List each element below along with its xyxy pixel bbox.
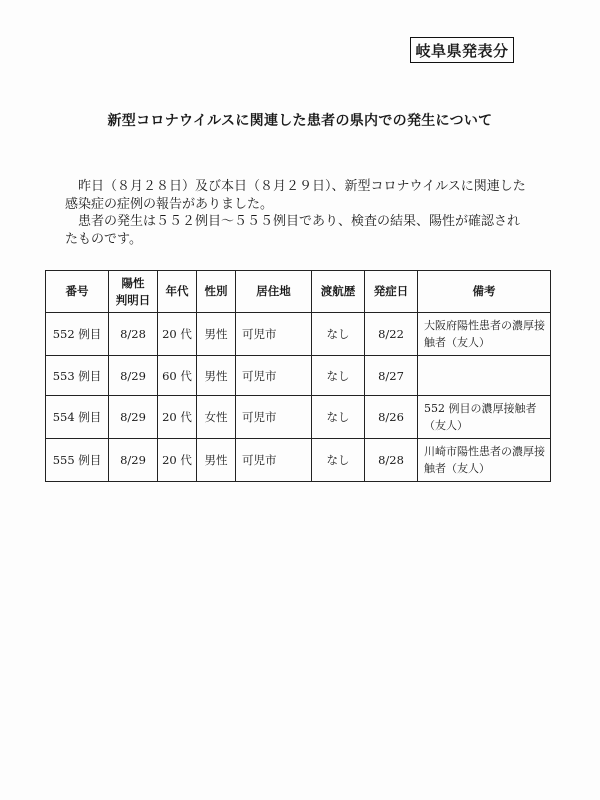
header-residence: 居住地	[236, 271, 312, 313]
header-positive-date	[109, 271, 158, 313]
cell-sex: 男性	[197, 313, 236, 356]
cell-age: 20 代	[158, 396, 197, 439]
table-row	[46, 439, 551, 482]
body-paragraph: 昨日（８月２８日）及び本日（８月２９日）、新型コロナウイルスに関連した感染症の症例の報告がありました。	[65, 179, 526, 212]
cell-sex: 男性	[197, 439, 236, 482]
cell-sex: 男性	[197, 356, 236, 396]
cell-age: 20 代	[158, 439, 197, 482]
table-row	[46, 356, 551, 396]
header-sex: 性別	[197, 271, 236, 313]
cell-positive-date: 8/29	[109, 439, 158, 482]
document-title: 新型コロナウイルスに関連した患者の県内での発生について	[107, 113, 493, 129]
cell-notes: 大阪府陽性患者の濃厚接触者（友人）	[418, 313, 551, 356]
cell-age: 20 代	[158, 313, 197, 356]
header-notes: 備考	[418, 271, 551, 313]
cases-table	[45, 270, 551, 482]
cell-age: 60 代	[158, 356, 197, 396]
cell-residence: 可児市	[236, 396, 312, 439]
header-positive-date-line2: 判明日	[115, 292, 151, 307]
cell-travel: なし	[312, 439, 365, 482]
cell-number: 555 例目	[46, 439, 109, 482]
cell-notes	[418, 356, 551, 396]
cell-positive-date: 8/29	[109, 396, 158, 439]
cell-number: 552 例目	[46, 313, 109, 356]
header-travel: 渡航歴	[312, 271, 365, 313]
cell-onset: 8/22	[365, 313, 418, 356]
cell-residence: 可児市	[236, 356, 312, 396]
cell-notes: 552 例目の濃厚接触者（友人）	[418, 396, 551, 439]
cell-onset: 8/27	[365, 356, 418, 396]
table-row	[46, 396, 551, 439]
prefecture-label: 岐阜県発表分	[410, 37, 514, 63]
body-paragraph: 患者の発生は５５２例目～５５５例目であり、検査の結果、陽性が確認されたものです。	[65, 214, 521, 247]
cell-residence: 可児市	[236, 439, 312, 482]
header-onset: 発症日	[365, 271, 418, 313]
header-positive-date-line1: 陽性	[121, 275, 145, 290]
cell-positive-date: 8/29	[109, 356, 158, 396]
document-body	[65, 178, 530, 248]
cell-travel: なし	[312, 396, 365, 439]
cell-sex: 女性	[197, 396, 236, 439]
cell-number: 553 例目	[46, 356, 109, 396]
table-row	[46, 313, 551, 356]
header-age: 年代	[158, 271, 197, 313]
cell-onset: 8/28	[365, 439, 418, 482]
table-header-row	[46, 271, 551, 313]
cell-number: 554 例目	[46, 396, 109, 439]
header-number: 番号	[46, 271, 109, 313]
cell-positive-date: 8/28	[109, 313, 158, 356]
cell-notes: 川崎市陽性患者の濃厚接触者（友人）	[418, 439, 551, 482]
cell-residence: 可児市	[236, 313, 312, 356]
cell-onset: 8/26	[365, 396, 418, 439]
cell-travel: なし	[312, 313, 365, 356]
cell-travel: なし	[312, 356, 365, 396]
